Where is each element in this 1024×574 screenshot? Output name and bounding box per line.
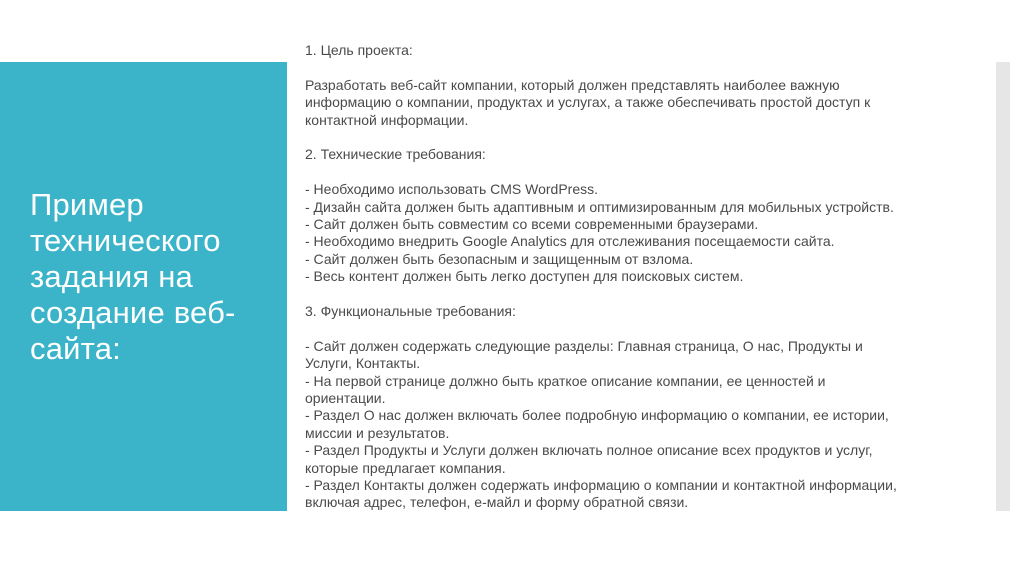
slide-title — [30, 187, 280, 367]
body-line: миссии и результатов. — [305, 424, 450, 441]
body-line: - На первой странице должно быть краткое описание компании, ее ценностей и — [305, 372, 826, 389]
body-line: 1. Цель проекта: — [305, 42, 413, 58]
body-line: информацию о компании, продуктах и услугах, а также обеспечивать простой доступ к — [305, 94, 871, 111]
slide-title-line: Пример — [30, 187, 144, 222]
blank-line — [305, 286, 985, 303]
body-line: - Весь контент должен быть легко доступен для поисковых систем. — [305, 268, 744, 285]
body-line: - Дизайн сайта должен быть адаптивным и оптимизированным для мобильных устройств. — [305, 198, 894, 215]
body-line: - Сайт должен быть безопасным и защищенным от взлома. — [305, 250, 694, 267]
blank-line — [305, 320, 985, 337]
slide-title-line: технического — [30, 223, 221, 258]
side-bar — [996, 62, 1010, 511]
body-line: Разработать веб-сайт компании, который должен представлять наиболее важную — [305, 76, 840, 93]
blank-line — [305, 59, 985, 76]
body-line: - Сайт должен быть совместим со всеми современными браузерами. — [305, 216, 759, 233]
body-line: - Необходимо использовать CMS WordPress. — [305, 181, 599, 198]
body-line: ориентации. — [305, 390, 386, 407]
body-line: контактной информации. — [305, 111, 469, 128]
body-line: - Раздел Продукты и Услуги должен включать полное описание всех продуктов и услуг, — [305, 442, 873, 459]
slide-body — [305, 42, 985, 512]
blank-line — [305, 164, 985, 181]
body-line: - Сайт должен содержать следующие разделы: Главная страница, О нас, Продукты и — [305, 337, 863, 354]
body-line: 3. Функциональные требования: — [305, 303, 516, 320]
body-line: 2. Технические требования: — [305, 146, 486, 163]
slide-title-line: создание веб- — [30, 295, 236, 330]
body-line: которые предлагает компания. — [305, 459, 506, 476]
slide-title-line: сайта: — [30, 331, 121, 366]
body-line: - Необходимо внедрить Google Analytics для отслеживания посещаемости сайта. — [305, 233, 835, 250]
body-line: - Раздел Контакты должен содержать информацию о компании и контактной информации, — [305, 477, 897, 494]
slide-title-line: задания на — [30, 259, 193, 294]
body-line: - Раздел О нас должен включать более подробную информацию о компании, ее истории, — [305, 407, 889, 424]
body-line: включая адрес, телефон, е-майл и форму обратной связи. — [305, 494, 689, 511]
body-line: Услуги, Контакты. — [305, 355, 421, 372]
blank-line — [305, 129, 985, 146]
